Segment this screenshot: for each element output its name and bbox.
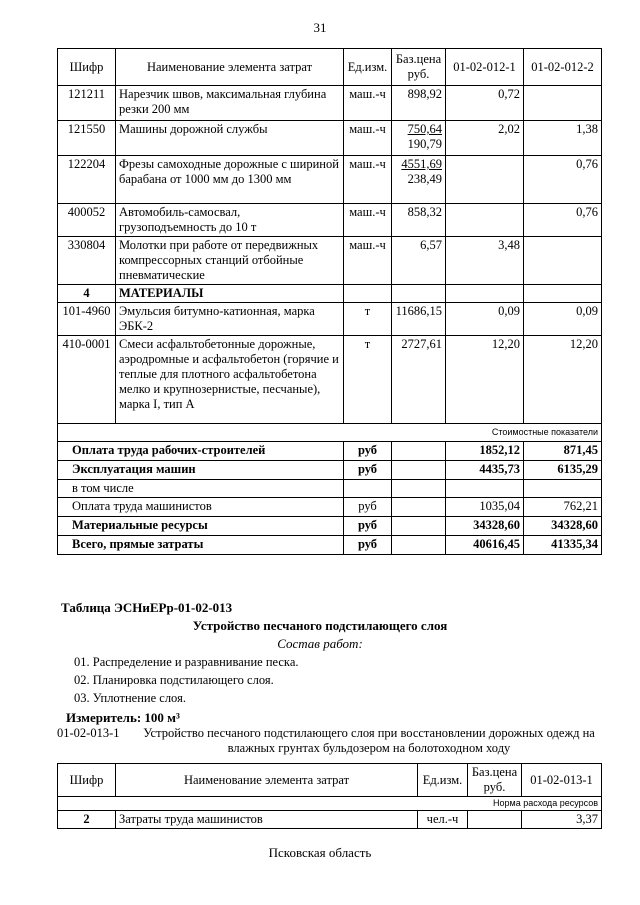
table-row: 121211 Нарезчик швов, максимальная глубина резки 200 мм маш.-ч 898,92 0,72 xyxy=(58,86,602,121)
measure: Измеритель: 100 м³ xyxy=(66,710,180,725)
labor-table xyxy=(57,763,602,829)
header-name: Наименование элемента затрат xyxy=(116,49,344,86)
table-row: 121550 Машины дорожной службы маш.-ч 750,64 190,79 2,02 1,38 xyxy=(58,121,602,156)
page-number: 31 xyxy=(313,20,327,35)
page-footer: Псковская область xyxy=(268,845,372,860)
table-row: 122204 Фрезы самоходные дорожные с шириной барабана от 1000 мм до 1300 мм маш.-ч 4551,69 238,49 0,76 xyxy=(58,156,602,204)
table-row: 2 Затраты труда машинистов чел.-ч 3,37 xyxy=(58,811,602,829)
header-price: Баз.цена руб. xyxy=(468,764,522,797)
work-item: 03. Уплотнение слоя. xyxy=(74,691,186,705)
work-item: 01. Распределение и разравнивание песка. xyxy=(74,655,299,669)
table-row: 400052 Автомобиль-самосвал, грузоподъемность до 10 т маш.-ч 858,32 0,76 xyxy=(58,204,602,237)
header-col1: 01-02-013-1 xyxy=(522,764,602,797)
summary-row: Материальные ресурсы руб 34328,60 34328,60 xyxy=(58,517,602,536)
section-subtitle: Устройство песчаного подстилающего слоя xyxy=(192,618,448,633)
summary-row: Оплата труда машинистов руб 1035,04 762,21 xyxy=(58,498,602,517)
item-description: Устройство песчаного подстилающего слоя при восстановлении дорожных одежд на влажных грунтах бульдозером на болотоходном ходу xyxy=(143,726,595,755)
table-title: Таблица ЭСНиЕРр-01-02-013 xyxy=(61,600,233,615)
header-unit: Ед.изм. xyxy=(418,764,468,797)
header-col2: 01-02-012-2 xyxy=(524,49,602,86)
composition-title: Состав работ: xyxy=(277,636,363,651)
section-row: 4 МАТЕРИАЛЫ xyxy=(58,285,602,303)
work-item: 02. Планировка подстилающего слоя. xyxy=(74,673,274,687)
header-col1: 01-02-012-1 xyxy=(446,49,524,86)
machines-materials-table xyxy=(57,48,602,555)
table-row: 410-0001 Смеси асфальтобетонные дорожные, аэродромные и асфальтобетон (горячие и теплые для плотного асфальтобетона мелко и крупнозернистые, песчаные), марка I, тип А т 2727,61 12,20 12,20 xyxy=(58,336,602,424)
summary-row: Всего, прямые затраты руб 40616,45 41335,34 xyxy=(58,536,602,555)
table-row: 101-4960 Эмульсия битумно-катионная, марка ЭБК-2 т 11686,15 0,09 0,09 xyxy=(58,303,602,336)
summary-row: Эксплуатация машин руб 4435,73 6135,29 xyxy=(58,461,602,480)
summary-row: Оплата труда рабочих-строителей руб 1852,12 871,45 xyxy=(58,442,602,461)
header-code: Шифр xyxy=(58,49,116,86)
table-row: 330804 Молотки при работе от передвижных компрессорных станций отбойные пневматические маш.-ч 6,57 3,48 xyxy=(58,237,602,285)
summary-row: в том числе xyxy=(58,480,602,498)
norm-header-row: Норма расхода ресурсов xyxy=(58,797,602,811)
header-name: Наименование элемента затрат xyxy=(116,764,418,797)
header-unit: Ед.изм. xyxy=(344,49,392,86)
header-code: Шифр xyxy=(58,764,116,797)
cost-header-row: Стоимостные показатели xyxy=(58,424,602,442)
item-code: 01-02-013-1 xyxy=(57,726,120,740)
header-price: Баз.цена руб. xyxy=(392,49,446,86)
